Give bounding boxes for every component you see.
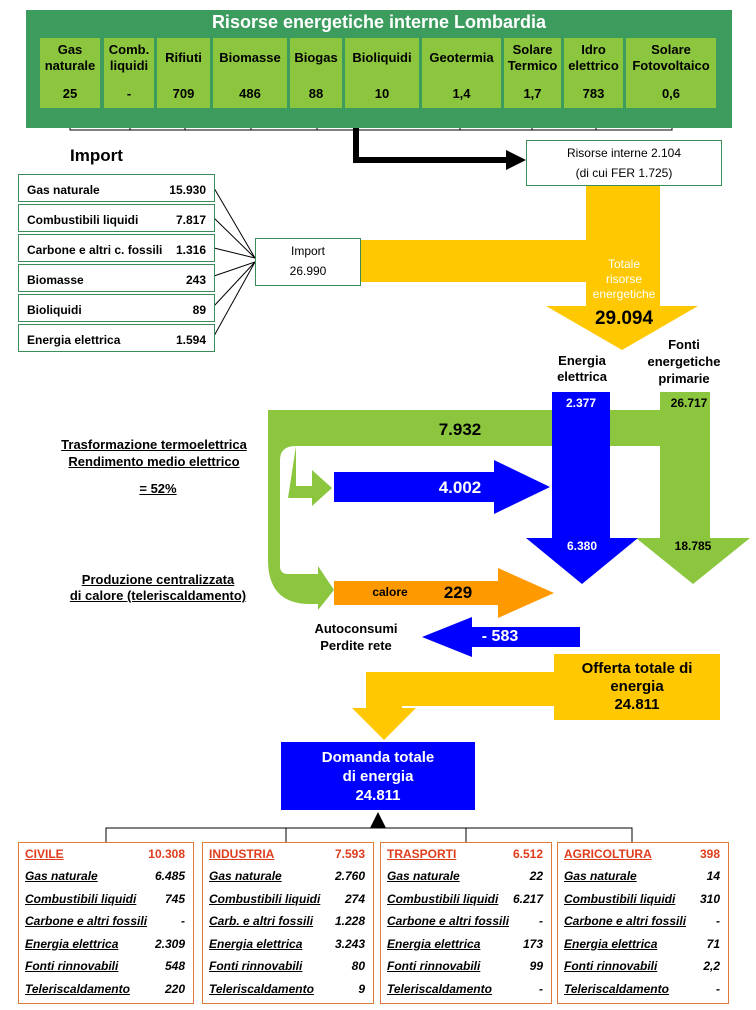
sector-header: [209, 847, 365, 861]
sector-row-value: -: [539, 914, 543, 928]
sector-row-value: -: [716, 981, 720, 996]
sector-row-value: 3.243: [334, 936, 365, 951]
import-name: Gas naturale: [27, 183, 100, 197]
sector-header: [25, 847, 185, 861]
resource-label: [504, 42, 561, 74]
thermoelectric-value: 7.932: [438, 420, 482, 439]
sector-total: 10.308: [148, 847, 185, 861]
sector-row-name: Gas naturale: [209, 869, 282, 883]
sector-row-name: Carbone e altri fossili: [387, 914, 510, 928]
primary-sources-label: [644, 336, 724, 387]
total-resources-label: [578, 257, 670, 302]
sector-box: [557, 842, 729, 1004]
import-value: 1.594: [175, 333, 206, 347]
sector-row-value: 310: [699, 891, 720, 906]
sector-row: [564, 937, 720, 951]
sector-total: 6.512: [512, 847, 543, 861]
resource-label-line: Termico: [507, 58, 558, 73]
sector-row-name: Combustibili liquidi: [25, 891, 137, 906]
sector-row-name: Energia elettrica: [25, 936, 119, 951]
import-total-value: 26.990: [289, 264, 327, 278]
import-connectors: [214, 188, 255, 336]
sector-row-name: Fonti rinnovabili: [564, 959, 658, 973]
resource-value: 10: [374, 86, 390, 101]
import-name: Bioliquidi: [27, 303, 82, 317]
sector-row-name: Fonti rinnovabili: [387, 959, 481, 973]
sector-row-name: Energia elettrica: [209, 936, 303, 951]
import-name: Biomasse: [27, 273, 84, 287]
import-value: 1.316: [175, 243, 206, 257]
sector-row-name: Energia elettrica: [564, 936, 658, 951]
import-row: [18, 234, 215, 262]
total-resources-line-2: risorse: [605, 272, 642, 286]
sector-name: CIVILE: [25, 847, 64, 861]
electricity-out-value: 6.380: [566, 539, 598, 553]
resource-cell: [157, 38, 210, 108]
resource-value: 1,4: [452, 86, 471, 101]
resource-label: [626, 42, 716, 74]
resource-label-line: Bioliquidi: [352, 50, 412, 65]
sector-row: [209, 959, 365, 973]
sector-row-name: Carbone e altri fossili: [25, 914, 148, 928]
heat-value: 229: [443, 583, 473, 602]
sector-row-value: 2,2: [703, 959, 720, 973]
sector-row-value: 6.485: [154, 869, 185, 883]
primary-sources-line-2: energetiche: [647, 354, 721, 369]
total-resources-line-1: Totale: [607, 257, 641, 271]
sector-total: 398: [699, 847, 720, 861]
import-row: [18, 174, 215, 202]
electricity-produced-value: 4.002: [438, 478, 482, 497]
resource-cell: [290, 38, 342, 108]
resource-cell: [345, 38, 419, 108]
sector-row-value: 220: [164, 981, 185, 996]
sector-header: [387, 847, 543, 861]
district-heating-label: [52, 572, 264, 604]
sector-row-value: -: [539, 981, 543, 996]
internal-resources-box: [526, 140, 722, 186]
sector-row: [25, 892, 185, 906]
resource-value: 25: [62, 86, 78, 101]
sector-row-name: Carb. e altri fossili: [209, 914, 314, 928]
import-row: [18, 204, 215, 232]
sector-row-name: Teleriscaldamento: [564, 981, 669, 996]
sector-row-value: -: [716, 914, 720, 928]
sector-row-name: Combustibili liquidi: [564, 891, 676, 906]
sector-box: [380, 842, 552, 1004]
electricity-label-line-1: Energia: [558, 353, 606, 368]
resource-label: [213, 50, 287, 66]
sector-row-value: 2.309: [154, 936, 185, 951]
internal-resources-line1: Risorse interne 2.104: [566, 146, 682, 160]
total-offer-line-2: energia: [610, 678, 664, 695]
resource-value: 783: [582, 86, 605, 101]
resource-label-line: Comb.: [108, 42, 150, 57]
resource-label-line: Idro: [581, 42, 606, 57]
import-total-box: [255, 238, 361, 286]
losses-value: - 583: [481, 628, 519, 645]
total-offer-label: [556, 660, 718, 714]
sector-row: [387, 982, 543, 996]
resource-label-line: liquidi: [109, 58, 149, 73]
resource-value: 88: [308, 86, 324, 101]
sector-row: [25, 982, 185, 996]
sector-box: [202, 842, 374, 1004]
resource-label-line: Gas: [57, 42, 83, 57]
sector-row-value: 173: [522, 936, 543, 951]
sector-row-value: 274: [344, 891, 365, 906]
resource-value: 1,7: [523, 86, 542, 101]
sector-row-value: 548: [164, 959, 185, 973]
resource-label: [40, 42, 100, 74]
sector-row: [387, 892, 543, 906]
sector-row: [564, 914, 720, 928]
resource-label: [157, 50, 210, 66]
sector-row: [387, 937, 543, 951]
resource-label: [345, 50, 419, 66]
sector-row-name: Fonti rinnovabili: [209, 959, 303, 973]
resource-cell: [626, 38, 716, 108]
electricity-label-line-2: elettrica: [557, 369, 607, 384]
sector-row: [25, 937, 185, 951]
sector-row-value: -: [181, 914, 185, 928]
sector-row-value: 6.217: [512, 891, 543, 906]
sector-row: [387, 959, 543, 973]
sector-row-value: 99: [529, 959, 543, 973]
sector-row: [387, 914, 543, 928]
resource-label-line: Rifiuti: [165, 50, 202, 65]
import-row: [18, 324, 215, 352]
sector-row: [25, 959, 185, 973]
resource-label: [104, 42, 154, 74]
sector-row-value: 14: [706, 869, 720, 883]
resource-label-line: naturale: [44, 58, 96, 73]
import-heading: Import: [70, 146, 123, 165]
thermoelectric-label: [46, 436, 262, 470]
sector-row-name: Teleriscaldamento: [387, 981, 492, 996]
district-heating-line-1: Produzione centralizzata: [81, 572, 235, 587]
losses-label-line-1: Autoconsumi: [314, 621, 398, 636]
electricity-label: [540, 353, 624, 385]
sector-row-name: Teleriscaldamento: [209, 981, 314, 996]
import-value: 15.930: [169, 183, 206, 197]
electricity-in-value: 2.377: [565, 396, 597, 410]
thermoelectric-label-line-2: Rendimento medio elettrico: [68, 454, 240, 469]
sector-box: [18, 842, 194, 1004]
resource-label: [290, 50, 342, 66]
sector-row-name: Carbone e altri fossili: [564, 914, 687, 928]
total-demand-value: 24.811: [355, 787, 401, 804]
total-demand-box: [281, 742, 475, 810]
resource-value: 0,6: [661, 86, 681, 101]
district-heating-line-2: di calore (teleriscaldamento): [69, 588, 247, 603]
sector-row-value: 2.760: [334, 869, 365, 883]
demand-connectors: [106, 818, 632, 842]
primary-sources-line-1: Fonti: [668, 337, 700, 352]
resource-cell: [213, 38, 287, 108]
import-value: 7.817: [175, 213, 206, 227]
sector-row-value: 1.228: [334, 914, 365, 928]
sector-row: [564, 892, 720, 906]
sector-row-name: Gas naturale: [387, 869, 460, 883]
internal-resources-line2: (di cui FER 1.725): [575, 166, 673, 180]
sector-row-name: Gas naturale: [25, 869, 98, 883]
resource-cell: [564, 38, 623, 108]
sector-row: [209, 937, 365, 951]
sector-row-value: 745: [164, 891, 185, 906]
resource-label: [422, 50, 501, 66]
resource-value: -: [126, 86, 132, 101]
resource-label-line: Biogas: [294, 50, 338, 65]
total-demand-line-1: Domanda totale: [321, 749, 435, 766]
sector-row-name: Energia elettrica: [387, 936, 481, 951]
sector-row-value: 22: [529, 869, 543, 883]
resource-label-line: Biomasse: [219, 50, 281, 65]
sector-row: [25, 914, 185, 928]
sector-row: [387, 869, 543, 883]
import-total-label: Import: [290, 244, 325, 258]
import-row: [18, 264, 215, 292]
sector-row: [209, 892, 365, 906]
import-name: Combustibili liquidi: [27, 213, 139, 227]
sector-row-value: 9: [358, 981, 365, 996]
import-name: Energia elettrica: [27, 333, 121, 347]
sector-name: AGRICOLTURA: [564, 847, 652, 861]
sector-row: [209, 982, 365, 996]
import-value: 243: [185, 273, 206, 287]
sector-row-name: Gas naturale: [564, 869, 637, 883]
import-name: Carbone e altri c. fossili: [27, 243, 163, 257]
total-resources-value: 29.094: [594, 308, 654, 329]
total-offer-line-1: Offerta totale di: [581, 660, 693, 677]
heat-label: calore: [372, 585, 408, 599]
sector-row-name: Fonti rinnovabili: [25, 959, 119, 973]
sector-header: [564, 847, 720, 861]
sector-row-value: 80: [351, 959, 365, 973]
sector-row-name: Combustibili liquidi: [387, 891, 499, 906]
sector-row: [25, 869, 185, 883]
import-row: [18, 294, 215, 322]
import-value: 89: [192, 303, 206, 317]
total-offer-value: 24.811: [614, 696, 660, 713]
primary-in-value: 26.717: [670, 396, 708, 410]
sector-row: [209, 869, 365, 883]
primary-sources-line-3: primarie: [658, 371, 710, 386]
internal-resources-banner: [26, 10, 732, 128]
sector-row: [564, 959, 720, 973]
resource-cell: [504, 38, 561, 108]
resource-label-line: Solare: [512, 42, 553, 57]
sector-row: [564, 869, 720, 883]
resource-label-line: Geotermia: [429, 50, 494, 65]
internal-arrow: [356, 128, 526, 170]
resource-label-line: Solare: [651, 42, 691, 57]
resource-value: 486: [239, 86, 261, 101]
sector-row-name: Combustibili liquidi: [209, 891, 321, 906]
sector-row-value: 71: [706, 936, 720, 951]
resource-cell: [104, 38, 154, 108]
demand-arrowhead: [370, 812, 386, 828]
resource-cell: [40, 38, 100, 108]
banner-title: Risorse energetiche interne Lombardia: [211, 12, 547, 32]
losses-label: [300, 620, 412, 654]
sector-name: INDUSTRIA: [209, 847, 275, 861]
sector-name: TRASPORTI: [387, 847, 457, 861]
resource-label: [564, 42, 623, 74]
efficiency-label: = 52%: [139, 481, 177, 496]
thermoelectric-label-line-1: Trasformazione termoelettrica: [61, 437, 247, 452]
total-resources-line-3: energetiche: [592, 287, 656, 301]
resource-value: 709: [172, 86, 195, 101]
primary-out-value: 18.785: [674, 539, 712, 553]
sector-row: [564, 982, 720, 996]
resource-label-line: elettrico: [568, 58, 619, 73]
total-demand-line-2: di energia: [342, 768, 414, 785]
losses-label-line-2: Perdite rete: [320, 638, 392, 653]
resource-label-line: Fotovoltaico: [632, 58, 710, 73]
sector-row-name: Teleriscaldamento: [25, 981, 130, 996]
resource-cell: [422, 38, 501, 108]
sector-total: 7.593: [334, 847, 365, 861]
sector-row: [209, 914, 365, 928]
